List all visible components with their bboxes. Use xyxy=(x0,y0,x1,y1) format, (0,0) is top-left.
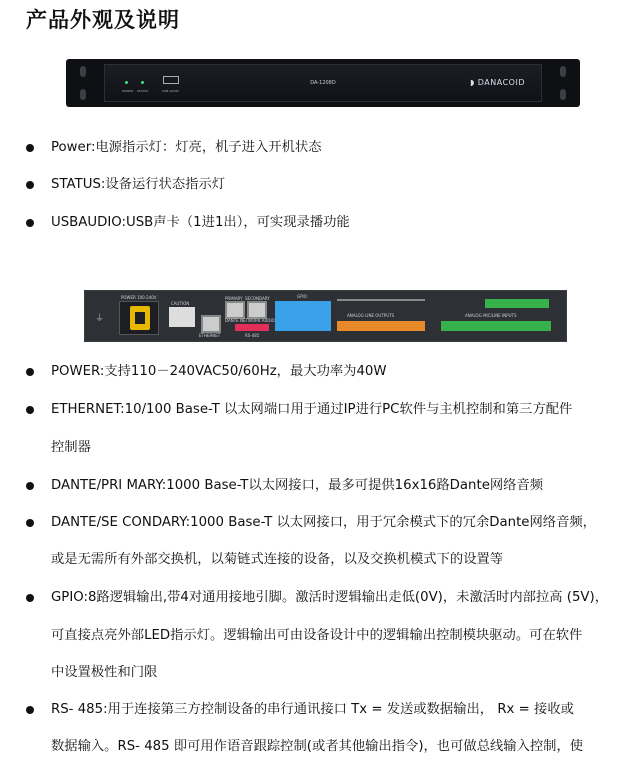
bullet-icon xyxy=(26,368,34,376)
list-item-text: Power:电源指示灯：灯亮，机子进入开机状态 xyxy=(51,140,322,155)
front-face xyxy=(104,64,542,102)
list-item-text: USBAUDIO:USB声卡（1进1出），可实现录播功能 xyxy=(51,215,350,230)
rs485-label: RS-485 xyxy=(245,333,260,338)
brand-name: DANACOID xyxy=(477,78,525,87)
list-item-text: DANTE/SE CONDARY:1000 Base-T 以太网接口，用于冗余模式下的冗余Dante网络音频， xyxy=(51,515,596,530)
page-title: 产品外观及说明 xyxy=(26,8,180,32)
rack-ear-hole xyxy=(560,89,566,100)
power-label: POWER 100-240V xyxy=(121,295,157,300)
outputs-bracket xyxy=(337,299,425,301)
model-label: DA-1208D xyxy=(310,80,336,86)
list-item-text: DANTE/PRI MARY:1000 Base-T以太网接口，最多可提供16x16路Dante网络音频 xyxy=(51,478,544,493)
list-item-text: GPIO:8路逻辑输出,带4对通用接地引脚。激活时逻辑输出走低(0V)，未激活时内部拉高 (5V)， xyxy=(51,590,608,605)
list-item-continuation: 数据输入。RS- 485 即可用作语音跟踪控制(或者其他输出指令)，也可做总线输入控制，使 xyxy=(51,739,584,754)
bullet-icon xyxy=(26,594,34,602)
list-item-continuation: 可直接点亮外部LED指示灯。逻辑输出可由设备设计中的逻辑输出控制模块驱动。可在软件 xyxy=(51,628,583,643)
caution-sticker xyxy=(169,307,195,327)
primary-label: PRIMARY xyxy=(225,296,243,301)
bullet-icon xyxy=(26,406,34,414)
front-panel-image xyxy=(66,59,580,107)
analog-inputs-terminal-bottom xyxy=(441,321,551,331)
status-led-label: STATUS xyxy=(137,89,149,93)
outputs-label: ANALOG LINE OUTPUTS xyxy=(347,313,395,318)
inputs-label: ANALOG MIC/LINE INPUTS xyxy=(465,313,517,318)
list-item-text: STATUS:设备运行状态指示灯 xyxy=(51,177,226,192)
dante-secondary-port xyxy=(247,301,267,319)
bullet-icon xyxy=(26,219,34,227)
rack-ear-hole xyxy=(560,66,566,77)
analog-inputs-terminal-top xyxy=(485,299,549,308)
bullet-icon xyxy=(26,482,34,490)
list-item-continuation: 控制器 xyxy=(51,440,91,455)
dante-label: DANTE NETWORK AUDIO xyxy=(225,318,275,323)
ground-icon: ⏚ xyxy=(95,314,105,324)
bullet-icon xyxy=(26,706,34,714)
caution-label: CAUTION xyxy=(171,301,190,306)
list-item-continuation: 中设置极性和门限 xyxy=(51,665,158,680)
list-item-text: ETHERNET:10/100 Base-T 以太网端口用于通过IP进行PC软件与主机控制和第三方配件 xyxy=(51,402,573,417)
rack-ear-hole xyxy=(80,89,86,100)
bullet-icon xyxy=(26,144,34,152)
gpio-terminal xyxy=(275,301,331,331)
brand-logo: ◗ DANACOID xyxy=(470,78,525,87)
secondary-label: SECONDARY xyxy=(245,296,270,301)
list-item-continuation: 或是无需所有外部交换机，以菊链式连接的设备，以及交换机模式下的设置等 xyxy=(51,552,504,567)
rear-panel-image xyxy=(84,290,567,342)
gpio-label: GPIO xyxy=(297,294,307,299)
ethernet-label: ETHERNET xyxy=(199,333,221,338)
analog-outputs-terminal xyxy=(337,321,425,331)
list-item-text: POWER:支持110－240VAC50/60Hz，最大功率为40W xyxy=(51,364,387,379)
list-item-text: RS- 485:用于连接第三方控制设备的串行通讯接口 Tx = 发送或数据输出， Rx = 接收或 xyxy=(51,702,574,717)
rack-ear-hole xyxy=(80,66,86,77)
usb-audio-label: USB AUDIO xyxy=(162,89,179,93)
power-socket xyxy=(119,301,159,335)
ethernet-port xyxy=(201,315,221,333)
bullet-icon xyxy=(26,519,34,527)
bullet-icon xyxy=(26,181,34,189)
dante-primary-port xyxy=(225,301,245,319)
power-led-label: POWER xyxy=(122,89,134,93)
rs485-terminal xyxy=(235,324,269,331)
